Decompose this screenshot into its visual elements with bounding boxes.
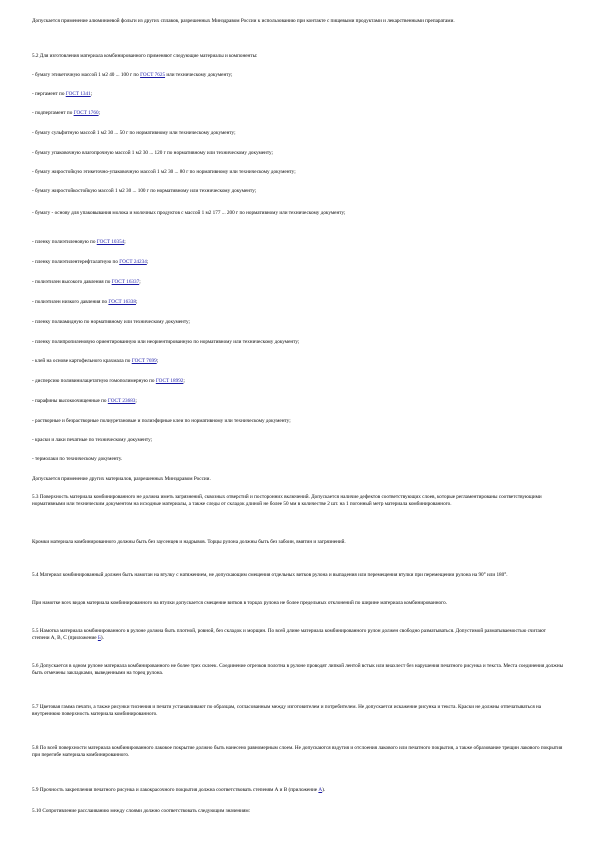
paragraph-text: 5.4 Материал комбинированный должен быть намотан на втулку с натяжением, не допускающим смещения отдельных витков рулона и выпадения или перемещения втулки при перемещении рулона на 90° или 180°. [32, 572, 508, 578]
paragraph-text: - краски и лаки печатные по техническому документу; [32, 437, 153, 443]
paragraph-text: - бумагу - основу для упаковывания молока и молочных продуктов с массой 1 м2 177 ... 200 г по нормативному или техническому документу; [32, 210, 346, 216]
paragraph-text: - дисперсию поливинилацетатную гомополимерную по [32, 378, 156, 384]
paragraph [32, 53, 564, 60]
paragraph-text: - бумагу жиростойкостойкую массой 1 м2 30 ... 100 г по нормативному или техническому документу; [32, 188, 257, 194]
paragraph [32, 239, 564, 246]
paragraph [32, 572, 564, 579]
paragraph-text: ). [322, 787, 326, 793]
paragraph [32, 745, 564, 759]
paragraph [32, 418, 564, 425]
document-reference-link[interactable]: ГОСТ 7699 [131, 358, 157, 364]
paragraph-text: - клей на основе картофельного крахмала по [32, 358, 132, 364]
paragraph-text: ; [146, 259, 149, 265]
paragraph-text: - пленку полиэтилентерефталатную по [32, 259, 120, 265]
paragraph-text: ; [135, 299, 138, 305]
paragraph [32, 299, 564, 306]
paragraph [32, 358, 564, 365]
document-reference-link[interactable]: ГОСТ 1341 [65, 91, 91, 97]
paragraph-text: ; [90, 91, 93, 97]
paragraph [32, 259, 564, 266]
paragraph [32, 110, 564, 117]
paragraph [32, 663, 564, 677]
paragraph-text: Допускается применение других материалов, разрешенных Минздравом России. [32, 476, 211, 482]
paragraph-text: 5.6 Допускается в одном рулоне материала комбинированного не более трех склеек. Соединение отрезков полотна в рулоне проводят липкой лентой встык или внахлест без нарушения печатного рисунка и текста. Места соединения должны быть отмечены закладками, выведенными на торец рулона. [32, 663, 564, 677]
document-reference-link[interactable]: ГОСТ 7625 [140, 72, 166, 78]
paragraph-text: 5.7 Цветовая гамма печати, а также рисунки тиснения и печати устанавливают по образцам, согласованным между изготовителем и потребителем. Не допускается искажение рисунка и текста. Краски не должны отпечатываться на внутреннюю поверхность материала комбинированного. [32, 704, 542, 718]
paragraph [32, 339, 564, 346]
paragraph-text: - парафины высокоочищенные по [32, 398, 108, 404]
paragraph [32, 787, 564, 794]
paragraph [32, 210, 564, 217]
paragraph-text: - бумагу жиростойкую этикеточно-упаковочную массой 1 м2 30 ... 80 г по нормативному или техническому документу; [32, 169, 296, 175]
paragraph [32, 279, 564, 286]
document-reference-link[interactable]: ГОСТ 24234 [119, 259, 147, 265]
paragraph [32, 91, 564, 98]
paragraph [32, 539, 564, 546]
paragraph [32, 169, 564, 176]
paragraph-text: - подпергамент по [32, 110, 74, 116]
paragraph [32, 378, 564, 385]
paragraph-text: ; [98, 110, 101, 116]
document-reference-link[interactable]: ГОСТ 16338 [108, 299, 136, 305]
paragraph [32, 398, 564, 405]
paragraph-text: - бумагу сульфитную массой 1 м2 30 ... 50 г по нормативному или техническому документу; [32, 130, 236, 136]
document-reference-link[interactable]: Б [97, 635, 101, 642]
paragraph-text: - бумагу упаковочную влагопрочную массой 1 м2 30 ... 120 г по нормативному или техническому документу; [32, 150, 273, 156]
paragraph-text: 5.5 Намотка материала комбинированного в рулоне должна быть плотной, ровной, без складок и морщин. По всей длине материала комбинированного рулон должен свободно разматываться. Допустимой разматываемостью считают степени А, В, С (приложение [32, 628, 546, 642]
paragraph [32, 18, 564, 25]
paragraph-text: ; [135, 398, 137, 404]
paragraph-text: 5.2 Для изготовления материала комбинированного применяют следующие материалы и компоненты: [32, 53, 258, 59]
paragraph-text: - термолаки по техническому документу. [32, 456, 123, 462]
paragraph-text: - растворные и безрастворные полиуретановые и полиэфирные клеи по нормативному или техническому документу; [32, 418, 291, 424]
paragraph [32, 188, 564, 195]
paragraph-text: ; [139, 279, 141, 285]
paragraph-text: - пленку полиамидную по нормативному или техническому документу; [32, 319, 191, 325]
paragraph [32, 130, 564, 137]
paragraph-text: или техническому документу; [165, 72, 233, 78]
document-reference-link[interactable]: ГОСТ 23683 [107, 398, 136, 404]
document-reference-link[interactable]: ГОСТ 18992 [155, 378, 184, 384]
paragraph [32, 808, 564, 815]
paragraph-text: - полиэтилен высокого давления по [32, 279, 112, 285]
paragraph [32, 704, 564, 718]
paragraph [32, 319, 564, 326]
paragraph-text: - пергамент по [32, 91, 66, 97]
document-reference-link[interactable]: А [318, 787, 323, 793]
paragraph [32, 600, 564, 607]
paragraph-text: ; [124, 239, 126, 245]
paragraph-text: 5.8 По всей поверхности материала комбинированного лаковое покрытие должно быть нанесено равномерным слоем. Не допускаются вздутия и отслоения лакового или печатного покрытия, а также образование трещин лакового покрытия при перегибе материала комбинированного. [32, 745, 563, 759]
paragraph [32, 437, 564, 444]
paragraph-text: 5.10 Сопротивление расслаиванию между слоями должно соответствовать следующим значениям: [32, 808, 251, 814]
paragraph [32, 456, 564, 463]
paragraph-text: - пленку полиэтиленовую по [32, 239, 97, 245]
document-reference-link[interactable]: ГОСТ 10354 [96, 239, 125, 245]
paragraph-text: - полиэтилен низкого давления по [32, 299, 109, 305]
document-reference-link[interactable]: ГОСТ 1760 [73, 110, 99, 116]
paragraph-text: - бумагу этикеточную массой 1 м2 40 ... 100 г по [32, 72, 141, 78]
paragraph [32, 628, 564, 642]
paragraph-text: 5.3 Поверхность материала комбинированного не должна иметь загрязнений, сквозных отверстий и посторонних включений. Допускается наличие дефектов соответствующих слоев, которые регламентированы соответствующими нормативными или техническим документом на исходные материалы, а также следы от складок длиной не более 50 мм в количестве 2 шт. на 1 погонный метр материала комбинированного. [32, 494, 542, 508]
document-reference-link[interactable]: ГОСТ 16337 [111, 279, 140, 285]
paragraph [32, 476, 564, 483]
paragraph-text: ; [156, 358, 159, 364]
paragraph-text: При намотке всех видов материала комбинированного на втулки допускается смещение витков в торцах рулона не более предельных отклонений по ширине материала комбинированного. [32, 600, 448, 606]
paragraph-text: ; [183, 378, 185, 384]
paragraph-text: ). [100, 635, 104, 642]
paragraph-text: 5.9 Прочность закрепления печатного рисунка и лакокрасочного покрытия должна соответствовать степеням А и В (приложение [32, 787, 319, 793]
paragraph-text: Кромки материала комбинированного должны быть без заусенцев и надрывов. Торцы рулона должны быть без забоин, вмятин и загрязнений. [32, 539, 346, 545]
paragraph [32, 150, 564, 157]
paragraph [32, 494, 564, 508]
paragraph-text: - пленку полипропиленовую ориентированную или неориентированную по нормативному или техническому документу; [32, 339, 300, 345]
paragraph-text: Допускается применение алюминиевой фольги из других сплавов, разрешенных Минздравом России к использованию при контакте с пищевыми продуктами и лекарственными препаратами. [32, 18, 455, 24]
paragraph [32, 72, 564, 79]
